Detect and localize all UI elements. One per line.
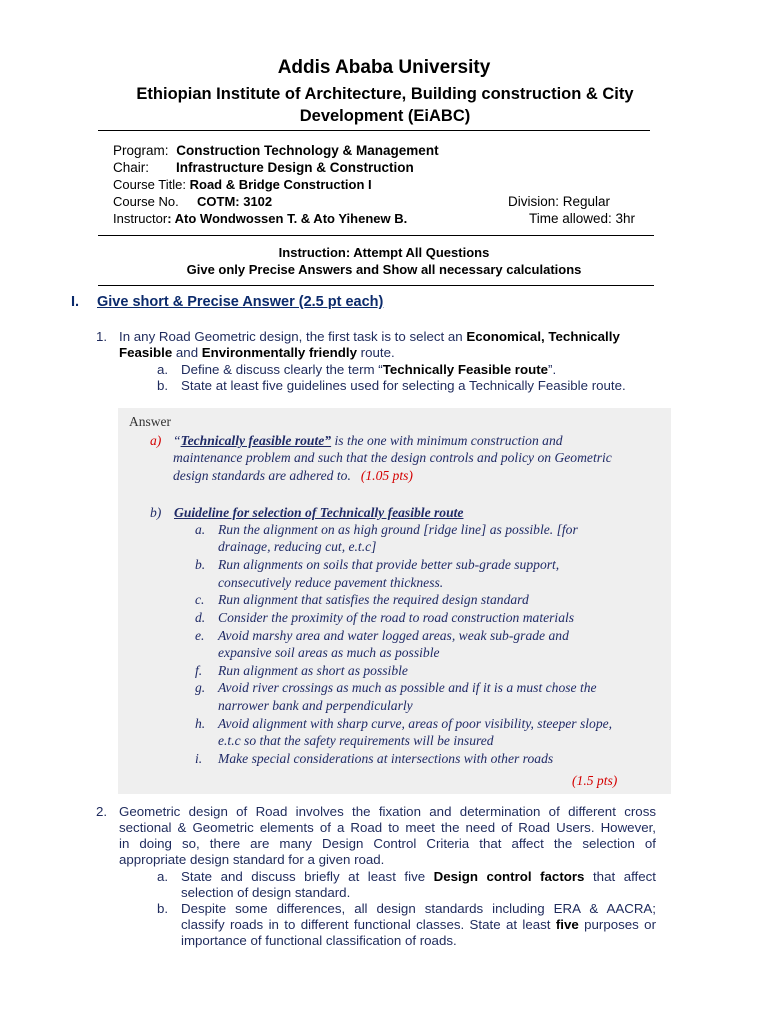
instructor-row: [113, 210, 407, 227]
q1-a-marker: a.: [157, 362, 169, 377]
q1-text-c: route.: [356, 345, 395, 360]
guideline-list: [195, 521, 665, 771]
q1-bold-env: Environmentally friendly: [201, 345, 357, 360]
institute-line-2: Development (EiABC): [299, 107, 471, 125]
section-number: I.: [71, 294, 80, 310]
q2-a-pre: State and discuss briefly at least five: [181, 869, 434, 884]
answer-a-line2: maintenance problem and such that the design controls and policy on Geometric: [173, 450, 612, 466]
header-rule: [98, 130, 650, 131]
guideline-marker: b.: [195, 557, 206, 573]
guideline-item: [195, 662, 665, 679]
q2-a-post: that affect: [584, 869, 656, 884]
guideline-item: [195, 715, 665, 750]
university-title: Addis Ababa University: [277, 57, 491, 78]
program-value: Construction Technology & Management: [176, 143, 439, 158]
division: Division: Regular: [508, 194, 611, 209]
instructor-value: : Ato Wondwossen T. & Ato Yihenew B.: [167, 211, 408, 226]
q1-a-bold: Technically Feasible route: [382, 362, 549, 377]
course-number-value: COTM: 3102: [197, 194, 273, 209]
guideline-text: [218, 627, 665, 662]
q1-bold-economical: Economical, Technically: [466, 329, 620, 344]
guideline-item: [195, 750, 665, 767]
guideline-line: Run alignment that satisfies the required design standard: [218, 592, 529, 608]
q2-b-marker: b.: [157, 901, 169, 916]
chair-label: Chair:: [113, 160, 150, 175]
guideline-item: [195, 556, 665, 591]
guideline-line: narrower bank and perpendicularly: [218, 697, 413, 713]
instruction-line-1: Instruction: Attempt All Questions: [278, 245, 490, 260]
course-title-label: Course Title:: [113, 177, 186, 192]
guideline-text: [218, 679, 665, 714]
instruction-line-2: Give only Precise Answers and Show all necessary calculations: [186, 262, 582, 277]
q1-bold-feasible: Feasible: [119, 345, 173, 360]
guideline-text: [218, 715, 665, 750]
q2-b-text: [181, 901, 656, 949]
program-row: [113, 142, 439, 159]
guideline-marker: f.: [195, 662, 203, 678]
guideline-line: Avoid alignment with sharp curve, areas of poor visibility, steeper slope,: [218, 715, 613, 731]
answer-a-points: (1.05 pts): [360, 467, 413, 483]
q2-a-text: [181, 869, 656, 901]
guideline-marker: a.: [195, 522, 206, 537]
q1-b-marker: b.: [157, 378, 169, 393]
q1-text: [119, 329, 664, 361]
guideline-marker: d.: [195, 610, 206, 625]
guideline-marker: g.: [195, 680, 206, 696]
q1-a-text-body: Define & discuss clearly the term “: [181, 362, 383, 377]
info-rule: [98, 235, 654, 236]
answer-a-text: [173, 432, 663, 484]
q2-b-bold: five: [555, 917, 579, 932]
instructor-label: Instructor: [113, 211, 168, 226]
chair-row: [113, 159, 414, 176]
guideline-item: [195, 609, 665, 626]
answer-a-term: Technically feasible route”: [180, 433, 332, 448]
guideline-marker: e.: [195, 627, 205, 643]
q2-b-line3: importance of functional classification of roads.: [181, 933, 457, 948]
guideline-line: Make special considerations at intersections with other roads: [218, 750, 554, 766]
q2-line-4: appropriate design standard for a given road.: [119, 852, 385, 867]
guideline-text: [218, 609, 665, 626]
institute-line-1: Ethiopian Institute of Architecture, Building construction & City: [136, 85, 634, 103]
q1-text-a: In any Road Geometric design, the first task is to select an: [119, 329, 467, 344]
q1-number: 1.: [96, 329, 108, 344]
q1-a-end: ”.: [548, 362, 557, 377]
guideline-line: Run alignments on soils that provide better sub-grade support,: [218, 557, 560, 573]
q2-line-3: in doing so, there are many Design Control Criteria that affect the selection of: [119, 836, 656, 851]
answer-a-quote: “: [173, 433, 181, 448]
section-heading: [71, 294, 383, 310]
course-number-row: [113, 193, 273, 210]
q1-b-text: State at least five guidelines used for selecting a Technically Feasible route.: [181, 378, 626, 393]
guideline-line: drainage, reducing cut, e.t.c]: [218, 539, 377, 555]
guideline-marker: i.: [195, 750, 203, 766]
guideline-line: Consider the proximity of the road to road construction materials: [218, 610, 575, 625]
q1-text-b: and: [172, 345, 202, 360]
q2-b-post: purposes or: [578, 917, 657, 932]
guideline-item: [195, 591, 665, 608]
guideline-text: [218, 556, 665, 591]
guideline-item: [195, 521, 665, 556]
chair-value: Infrastructure Design & Construction: [176, 160, 414, 175]
guideline-marker: h.: [195, 715, 206, 731]
program-label: Program:: [113, 143, 169, 158]
guideline-marker: c.: [195, 592, 205, 608]
guideline-item: [195, 679, 665, 714]
answer-a-marker: a): [150, 433, 162, 448]
guideline-text: [218, 591, 665, 608]
answer-b-title-text: Guideline for selection of Technically feasible route: [174, 505, 464, 520]
q2-a-bold: Design control factors: [433, 869, 585, 884]
answer-a-line1: is the one with minimum construction and: [331, 433, 563, 448]
guideline-line: Avoid river crossings as much as possible and if it is a must chose the: [218, 680, 597, 696]
q2-number: 2.: [96, 804, 108, 819]
guideline-text: [218, 750, 665, 767]
guideline-line: expansive soil areas as much as possible: [218, 645, 440, 660]
guideline-text: [218, 521, 665, 556]
q1-a-text: [181, 362, 556, 378]
section-title: Give short & Precise Answer (2.5 pt each): [97, 294, 384, 310]
answer-label: Answer: [129, 414, 171, 429]
course-title-row: [113, 176, 372, 193]
guideline-line: Run the alignment on as high ground [ridge line] as possible. [for: [218, 522, 578, 537]
answer-b-marker: b): [150, 505, 162, 520]
guideline-line: consecutively reduce pavement thickness.: [218, 574, 444, 590]
q2-a-line2: selection of design standard.: [181, 885, 351, 900]
guideline-line: Avoid marshy area and water logged areas, weak sub-grade and: [218, 627, 569, 643]
answer-b-title: [174, 504, 463, 521]
course-number-label: Course No.: [113, 194, 179, 209]
q2-b-pre: classify roads in to different functional classes. State at least: [181, 917, 556, 932]
q2-b-line1: Despite some differences, all design standards including ERA & AACRA;: [181, 901, 656, 916]
institute-title: [105, 83, 665, 127]
q2-line-1: Geometric design of Road involves the fixation and determination of different cross: [119, 804, 656, 819]
q2-paragraph: [119, 804, 656, 868]
time-allowed: Time allowed: 3hr: [529, 211, 636, 226]
guideline-line: Run alignment as short as possible: [218, 662, 408, 678]
guideline-text: [218, 662, 665, 679]
q2-a-marker: a.: [157, 869, 169, 884]
course-title-value: Road & Bridge Construction I: [189, 177, 372, 192]
answer-a-line3: design standards are adhered to.: [173, 467, 351, 483]
q2-line-2: sectional & Geometric elements of a Road to meet the need of Road Users. However,: [119, 820, 656, 835]
instruction-rule: [98, 285, 654, 286]
guideline-item: [195, 627, 665, 662]
guideline-line: e.t.c so that the safety requirements will be insured: [218, 733, 494, 748]
answer-b-points: (1.5 pts): [572, 773, 618, 788]
